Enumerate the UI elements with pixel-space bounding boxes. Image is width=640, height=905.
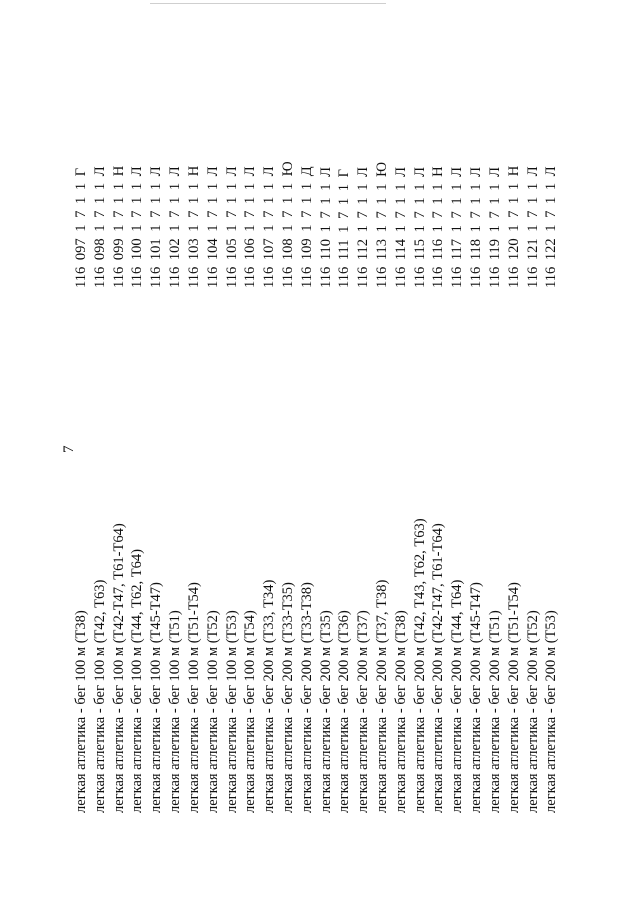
table-row xyxy=(298,0,317,905)
table-row xyxy=(392,0,411,905)
discipline-code: 116 099 1 7 1 1 Н xyxy=(110,165,127,288)
table-row xyxy=(411,0,430,905)
table-row xyxy=(486,0,505,905)
table-row xyxy=(185,0,204,905)
discipline-code: 116 100 1 7 1 1 Л xyxy=(129,166,146,288)
discipline-name: легкая атлетика - бег 200 м (Т33-Т35) xyxy=(279,582,296,813)
discipline-name: легкая атлетика - бег 200 м (Т37) xyxy=(355,610,372,813)
discipline-name: легкая атлетика - бег 100 м (Т52) xyxy=(204,610,221,813)
table-row xyxy=(147,0,166,905)
table-row xyxy=(91,0,110,905)
table-row xyxy=(128,0,147,905)
discipline-code: 116 115 1 7 1 1 Л xyxy=(411,166,428,288)
discipline-code: 116 119 1 7 1 1 Л xyxy=(486,166,503,288)
discipline-name: легкая атлетика - бег 200 м (Т45-Т47) xyxy=(468,582,485,813)
table-row xyxy=(373,0,392,905)
discipline-name: легкая атлетика - бег 200 м (Т33-Т38) xyxy=(298,582,315,813)
discipline-code: 116 116 1 7 1 1 Н xyxy=(430,166,447,288)
discipline-name: легкая атлетика - бег 100 м (Т38) xyxy=(73,610,89,813)
table-row xyxy=(260,0,279,905)
discipline-code: 116 109 1 7 1 1 Д xyxy=(298,166,315,288)
discipline-name: легкая атлетика - бег 200 м (Т52) xyxy=(524,610,541,813)
discipline-name: легкая атлетика - бег 200 м (Т42-Т47, Т61-Т64) xyxy=(430,523,447,813)
discipline-code: 116 120 1 7 1 1 Н xyxy=(505,165,522,288)
discipline-code: 116 107 1 7 1 1 Л xyxy=(261,166,278,288)
table-row xyxy=(279,0,298,905)
discipline-code: 116 122 1 7 1 1 Л xyxy=(543,166,560,288)
discipline-code: 116 103 1 7 1 1 Н xyxy=(185,165,202,288)
discipline-code: 116 106 1 7 1 1 Л xyxy=(242,166,259,288)
table-row xyxy=(204,0,223,905)
discipline-code: 116 110 1 7 1 1 Л xyxy=(317,166,334,288)
sports-discipline-table xyxy=(72,0,561,905)
discipline-name: легкая атлетика - бег 200 м (Т42, Т43, Т62, Т63) xyxy=(411,518,428,813)
discipline-code: 116 102 1 7 1 1 Л xyxy=(167,166,184,288)
discipline-code: 116 101 1 7 1 1 Л xyxy=(148,166,165,288)
discipline-name: легкая атлетика - бег 200 м (Т38) xyxy=(392,610,409,813)
discipline-code: 116 105 1 7 1 1 Л xyxy=(223,166,240,288)
discipline-name: легкая атлетика - бег 200 м (Т53) xyxy=(543,610,560,813)
discipline-name: легкая атлетика - бег 200 м (Т35) xyxy=(317,610,334,813)
discipline-name: легкая атлетика - бег 200 м (Т44, Т64) xyxy=(449,579,466,813)
discipline-code: 116 108 1 7 1 1 Ю xyxy=(279,161,296,288)
discipline-code: 116 114 1 7 1 1 Л xyxy=(392,166,409,288)
discipline-code: 116 098 1 7 1 1 Л xyxy=(91,166,108,288)
discipline-name: легкая атлетика - бег 200 м (Т33, Т34) xyxy=(261,579,278,813)
table-row xyxy=(505,0,524,905)
table-row xyxy=(542,0,561,905)
discipline-name: легкая атлетика - бег 100 м (Т53) xyxy=(223,610,240,813)
discipline-name: легкая атлетика - бег 100 м (Т51) xyxy=(167,610,184,813)
discipline-name: легкая атлетика - бег 100 м (Т51-Т54) xyxy=(185,582,202,813)
discipline-code: 116 104 1 7 1 1 Л xyxy=(204,166,221,288)
discipline-name: легкая атлетика - бег 100 м (Т42-Т47, Т61-Т64) xyxy=(110,523,127,813)
discipline-code: 116 112 1 7 1 1 Л xyxy=(355,166,372,288)
table-row xyxy=(241,0,260,905)
table-row xyxy=(354,0,373,905)
discipline-code: 116 111 1 7 1 1 Г xyxy=(336,168,353,288)
table-row xyxy=(335,0,354,905)
discipline-code: 116 113 1 7 1 1 Ю xyxy=(374,161,390,288)
discipline-name: легкая атлетика - бег 200 м (Т36) xyxy=(336,610,353,813)
discipline-name: легкая атлетика - бег 100 м (Т45-Т47) xyxy=(148,582,165,813)
table-row xyxy=(524,0,543,905)
discipline-name: легкая атлетика - бег 200 м (Т51-Т54) xyxy=(505,582,522,813)
discipline-code: 116 118 1 7 1 1 Л xyxy=(468,166,485,288)
discipline-name: легкая атлетика - бег 200 м (Т37, Т38) xyxy=(374,579,390,813)
discipline-code: 116 121 1 7 1 1 Л xyxy=(524,166,541,288)
discipline-name: легкая атлетика - бег 200 м (Т51) xyxy=(486,610,503,813)
table-row xyxy=(467,0,486,905)
table-row xyxy=(448,0,467,905)
table-row xyxy=(110,0,129,905)
table-row xyxy=(72,0,91,905)
table-row xyxy=(223,0,242,905)
discipline-code: 116 117 1 7 1 1 Л xyxy=(449,166,466,288)
table-row xyxy=(317,0,336,905)
page-number: 7 xyxy=(61,445,77,453)
table-row xyxy=(429,0,448,905)
discipline-name: легкая атлетика - бег 100 м (Т42, Т63) xyxy=(91,579,108,813)
discipline-code: 116 097 1 7 1 1 Г xyxy=(73,167,89,288)
discipline-name: легкая атлетика - бег 100 м (Т54) xyxy=(242,610,259,813)
discipline-name: легкая атлетика - бег 100 м (Т44, Т62, Т64) xyxy=(129,549,146,813)
table-row xyxy=(166,0,185,905)
